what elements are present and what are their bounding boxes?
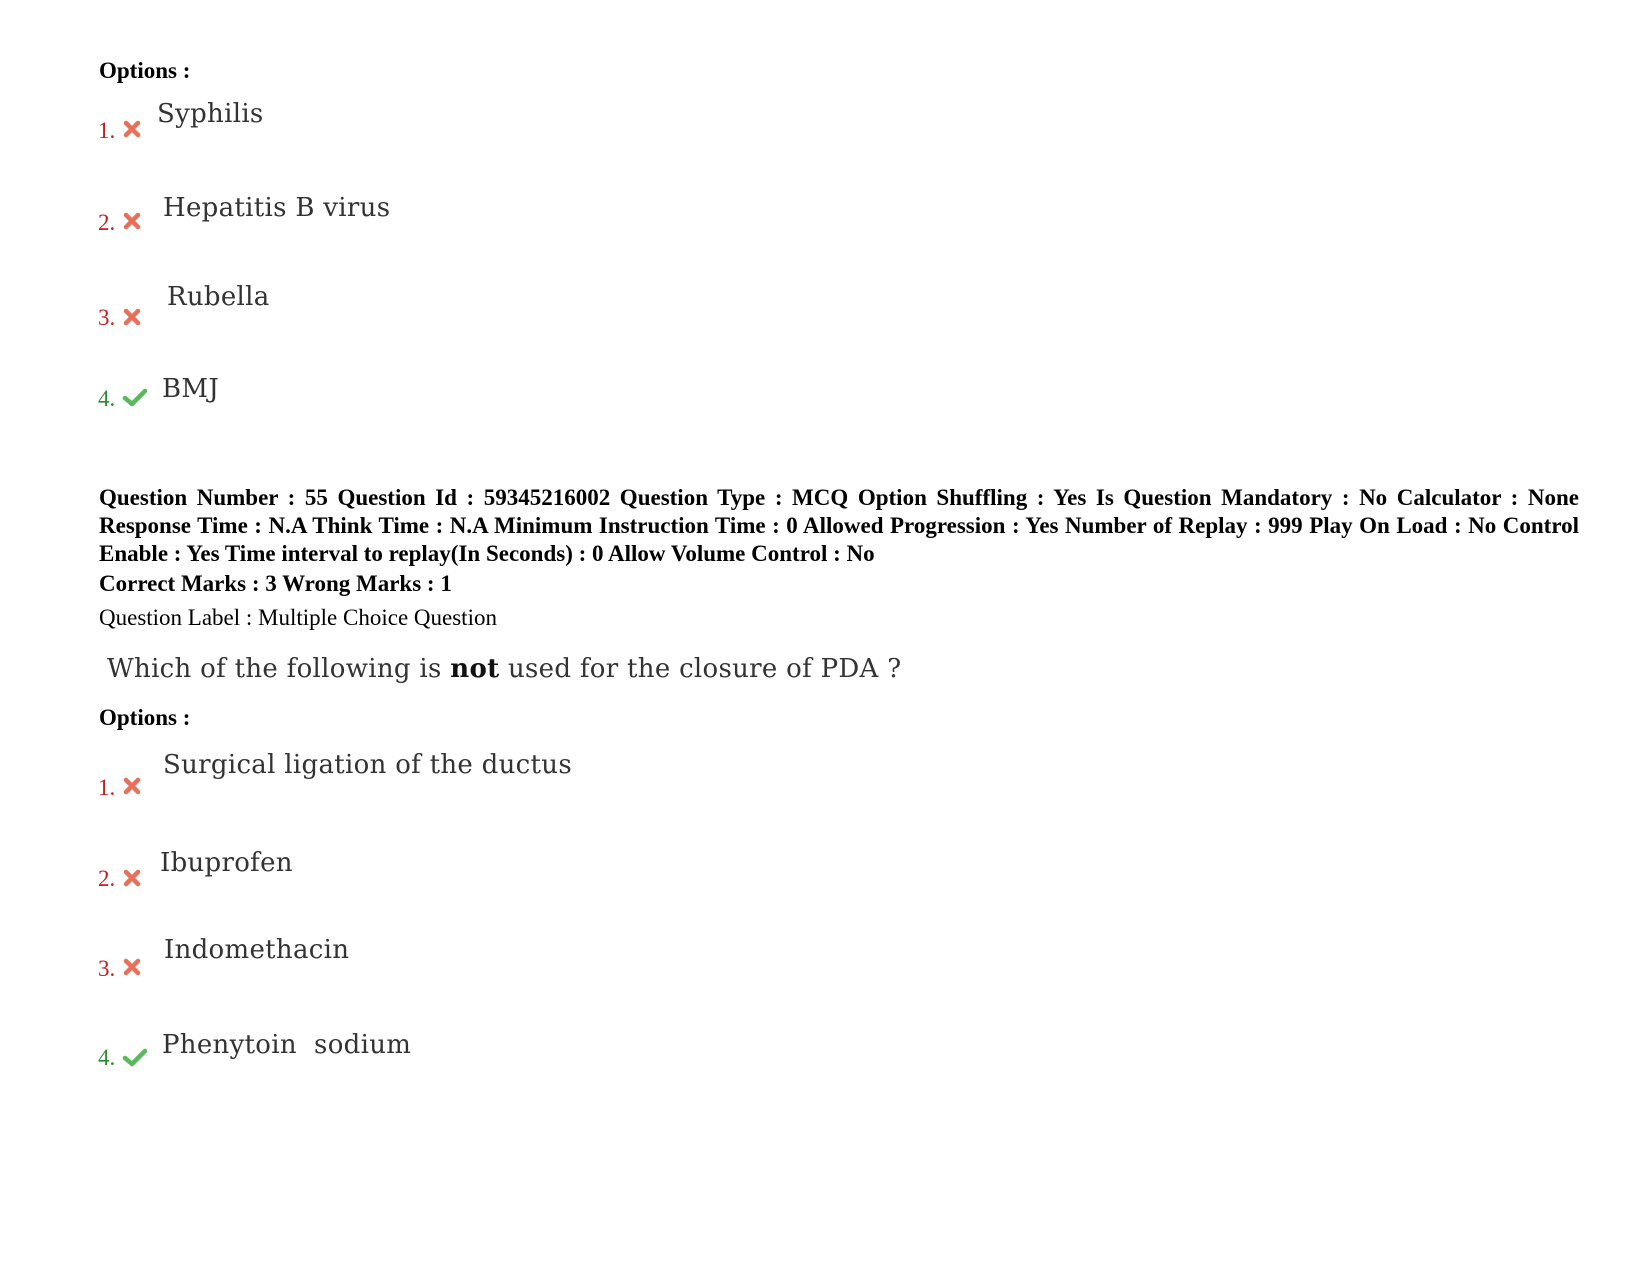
question-meta: Question Number : 55 Question Id : 59345216002 Question Type : MCQ Option Shuffling : Yes Is Question Mandatory : No Calculator : None Response Time : N.A Think Time : N.A Minimum Instruction Time : 0 Allowed Progression : Yes Number of Replay : 999 Play On Load : No Control Enable : Yes Time interval to replay(In Seconds) : 0 Allow Volume Control : No [99, 485, 1579, 566]
cross-icon [121, 210, 143, 232]
check-icon [122, 386, 148, 408]
cross-icon [121, 306, 143, 328]
options-heading: Options : [99, 705, 191, 730]
question-text [107, 654, 901, 684]
option-text: Surgical ligation of the ductus [163, 750, 572, 780]
option-number: 2. [98, 210, 116, 235]
check-icon [122, 1046, 148, 1068]
option-number: 3. [98, 305, 116, 330]
option-text: Hepatitis B virus [163, 193, 391, 223]
options-heading: Options : [99, 58, 191, 83]
option-text: Indomethacin [164, 935, 350, 965]
cross-icon [121, 956, 143, 978]
marks-info: Correct Marks : 3 Wrong Marks : 1 [99, 571, 452, 596]
cross-icon [121, 118, 143, 140]
option-number: 4. [98, 386, 116, 411]
option-number: 4. [98, 1045, 116, 1070]
cross-icon [121, 867, 143, 889]
question-text-emphasis: not [450, 654, 500, 684]
option-number: 1. [98, 118, 116, 143]
option-text: BMJ [162, 374, 220, 404]
question-text-after: used for the closure of PDA ? [499, 654, 902, 684]
option-text: Ibuprofen [160, 848, 293, 878]
question-text-before: Which of the following is [107, 654, 451, 684]
option-number: 2. [98, 866, 116, 891]
option-text: Rubella [167, 282, 270, 312]
option-number: 1. [98, 775, 116, 800]
cross-icon [121, 775, 143, 797]
question-label: Question Label : Multiple Choice Question [99, 605, 497, 630]
option-text: Phenytoin sodium [162, 1030, 412, 1060]
option-number: 3. [98, 956, 116, 981]
option-text: Syphilis [157, 99, 264, 129]
